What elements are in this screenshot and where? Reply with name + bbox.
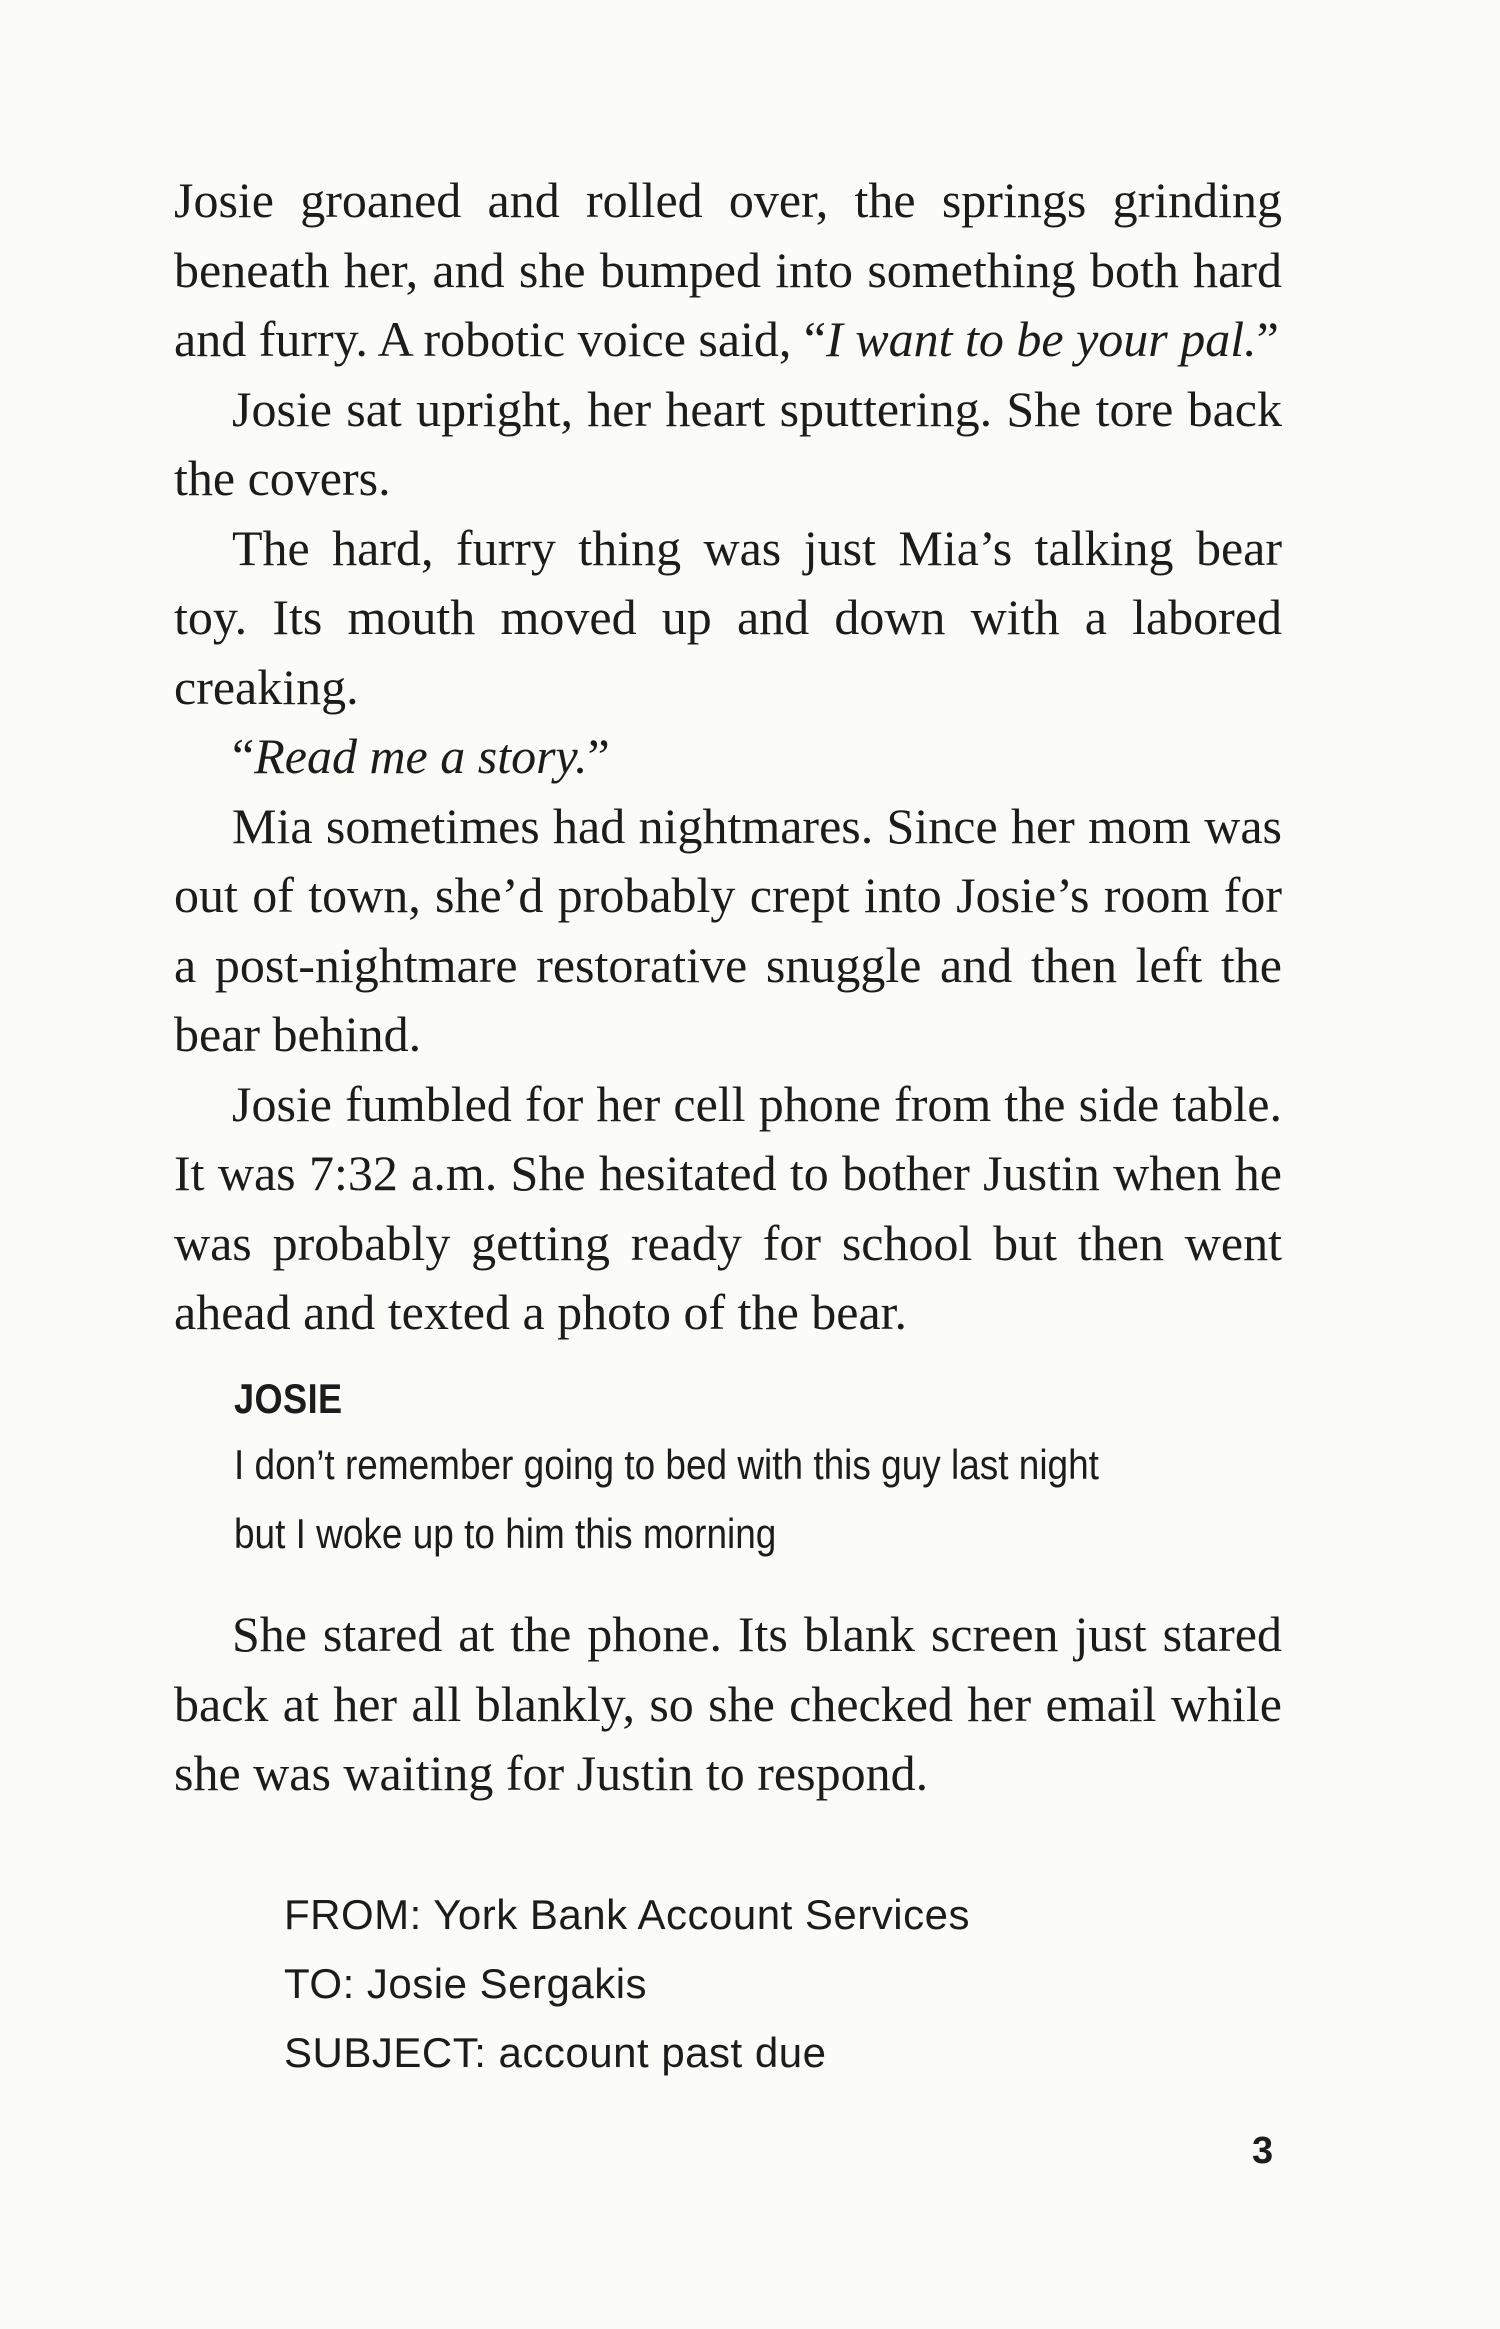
email-header (284, 1880, 1184, 2087)
page-number: 3 (1252, 2130, 1274, 2172)
paragraph-4: “Read me a story.” (232, 728, 610, 784)
paragraph-1: Josie groaned and rolled over, the springs grinding beneath her, and she bumped into something both hard and furry. A robotic voice said, “I want to be your pal.” (174, 172, 1282, 367)
narrative-text-top (174, 166, 1282, 1348)
narrative-text-middle (174, 1600, 1282, 1809)
text-message (234, 1368, 1234, 1568)
text-message-sender: JOSIE (234, 1375, 343, 1422)
text-message-body: I don’t remember going to bed with this guy last night but I woke up to him this morning (234, 1441, 1099, 1557)
paragraph-5: Mia sometimes had nightmares. Since her mom was out of town, she’d probably crept into Josie’s room for a post-nightmare restorative snuggle and then left the bear behind. (174, 797, 1282, 1062)
paragraph-7: She stared at the phone. Its blank screen just stared back at her all blankly, so she checked her email while she was waiting for Justin to respond. (174, 1606, 1282, 1801)
email-subject: SUBJECT: account past due (284, 2029, 827, 2076)
paragraph-6: Josie fumbled for her cell phone from the side table. It was 7:32 a.m. She hesitated to bother Justin when he was probably getting ready for school but then went ahead and texted a photo of the bear. (174, 1075, 1282, 1340)
email-to: TO: Josie Sergakis (284, 1960, 648, 2007)
paragraph-3: The hard, furry thing was just Mia’s talking bear toy. Its mouth moved up and down with a labored creaking. (174, 519, 1282, 715)
email-from: FROM: York Bank Account Services (284, 1891, 970, 1938)
paragraph-2: Josie sat upright, her heart sputtering. She tore back the covers. (174, 380, 1282, 506)
